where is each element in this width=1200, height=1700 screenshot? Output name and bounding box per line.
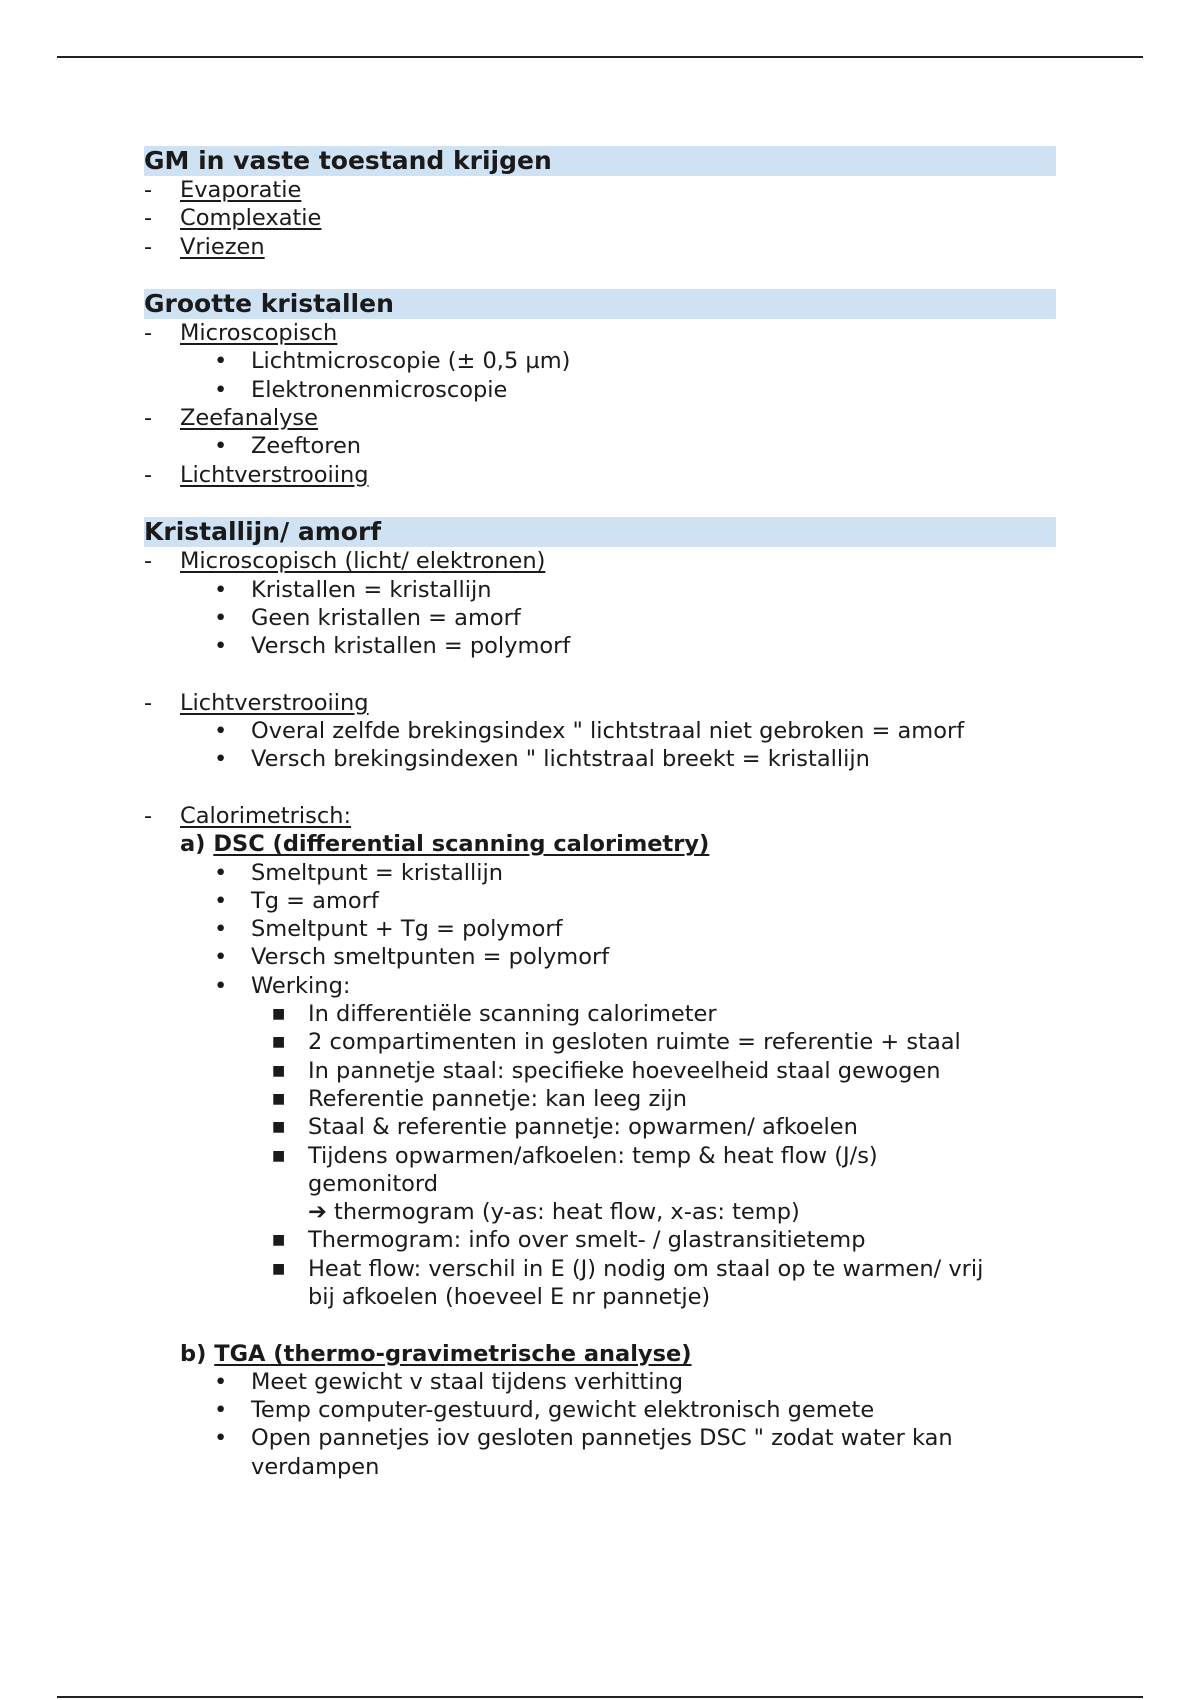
bullet-item: • Smeltpunt + Tg = polymorf bbox=[214, 916, 563, 943]
list-item: - Zeefanalyse bbox=[144, 405, 318, 432]
bullet-item: • Versch kristallen = polymorf bbox=[214, 633, 571, 660]
sub-bullet-continuation: bij afkoelen (hoeveel E nr pannetje) bbox=[308, 1283, 711, 1310]
sub-bullet-item: ■ Heat flow: verschil in E (J) nodig om staal op te warmen/ vrij bbox=[272, 1255, 984, 1282]
sub-bullet-item: ■ In differentiële scanning calorimeter bbox=[272, 1001, 717, 1028]
list-item: - Lichtverstrooiing bbox=[144, 461, 369, 488]
subsection-title-tga: b) TGA (thermo-gravimetrische analyse) bbox=[180, 1340, 692, 1367]
list-item: - Evaporatie bbox=[144, 177, 302, 203]
sub-bullet-item: ■ Tijdens opwarmen/afkoelen: temp & heat flow (J/s) bbox=[272, 1142, 878, 1169]
sub-bullet-item: ■ Thermogram: info over smelt- / glastransitietemp bbox=[272, 1227, 866, 1254]
list-item: - Microscopisch bbox=[144, 320, 338, 347]
section-title-vaste-toestand: GM in vaste toestand krijgen bbox=[144, 146, 1056, 176]
list-item: - Calorimetrisch: bbox=[144, 802, 352, 829]
subsection-title-dsc: a) DSC (differential scanning calorimetry) bbox=[180, 831, 710, 858]
sub-bullet-item: ■ Referentie pannetje: kan leeg zijn bbox=[272, 1085, 688, 1112]
sub-bullet-item: ■ 2 compartimenten in gesloten ruimte = referentie + staal bbox=[272, 1029, 961, 1056]
bullet-item: • Smeltpunt = kristallijn bbox=[214, 859, 504, 886]
bullet-item: • Overal zelfde brekingsindex " lichtstraal niet gebroken = amorf bbox=[214, 718, 965, 745]
sub-bullet-continuation: ➔ thermogram (y-as: heat flow, x-as: temp) bbox=[308, 1199, 800, 1226]
bullet-item: • Open pannetjes iov gesloten pannetjes DSC " zodat water kan bbox=[214, 1425, 953, 1452]
sub-bullet-item: ■ Staal & referentie pannetje: opwarmen/ afkoelen bbox=[272, 1114, 858, 1141]
bullet-item: • Versch smeltpunten = polymorf bbox=[214, 944, 610, 971]
bullet-item: • Geen kristallen = amorf bbox=[214, 604, 521, 631]
list-item: - Microscopisch (licht/ elektronen) bbox=[144, 548, 546, 575]
document-body bbox=[144, 146, 1056, 1481]
bullet-continuation: verdampen bbox=[251, 1453, 380, 1480]
bullet-item: • Tg = amorf bbox=[214, 887, 379, 914]
bullet-item: • Zeeftoren bbox=[214, 433, 362, 460]
section-title-kristallijn-amorf: Kristallijn/ amorf bbox=[144, 517, 1056, 547]
bullet-item: • Temp computer-gestuurd, gewicht elektronisch gemete bbox=[214, 1397, 875, 1424]
bullet-item: • Meet gewicht v staal tijdens verhitting bbox=[214, 1368, 683, 1395]
bullet-item: • Versch brekingsindexen " lichtstraal breekt = kristallijn bbox=[214, 746, 870, 773]
footer-rule bbox=[57, 1696, 1143, 1698]
bullet-item: • Elektronenmicroscopie bbox=[214, 376, 508, 403]
bullet-item: • Werking: bbox=[214, 972, 351, 999]
sub-bullet-item: ■ In pannetje staal: specifieke hoeveelheid staal gewogen bbox=[272, 1057, 941, 1084]
header-rule bbox=[57, 56, 1143, 58]
list-item: - Complexatie bbox=[144, 205, 322, 232]
bullet-item: • Lichtmicroscopie (± 0,5 µm) bbox=[214, 348, 571, 375]
list-item: - Vriezen bbox=[144, 233, 265, 260]
bullet-item: • Kristallen = kristallijn bbox=[214, 576, 492, 603]
section-title-grootte-kristallen: Grootte kristallen bbox=[144, 289, 1056, 319]
sub-bullet-continuation: gemonitord bbox=[308, 1170, 439, 1197]
list-item: - Lichtverstrooiing bbox=[144, 689, 369, 716]
